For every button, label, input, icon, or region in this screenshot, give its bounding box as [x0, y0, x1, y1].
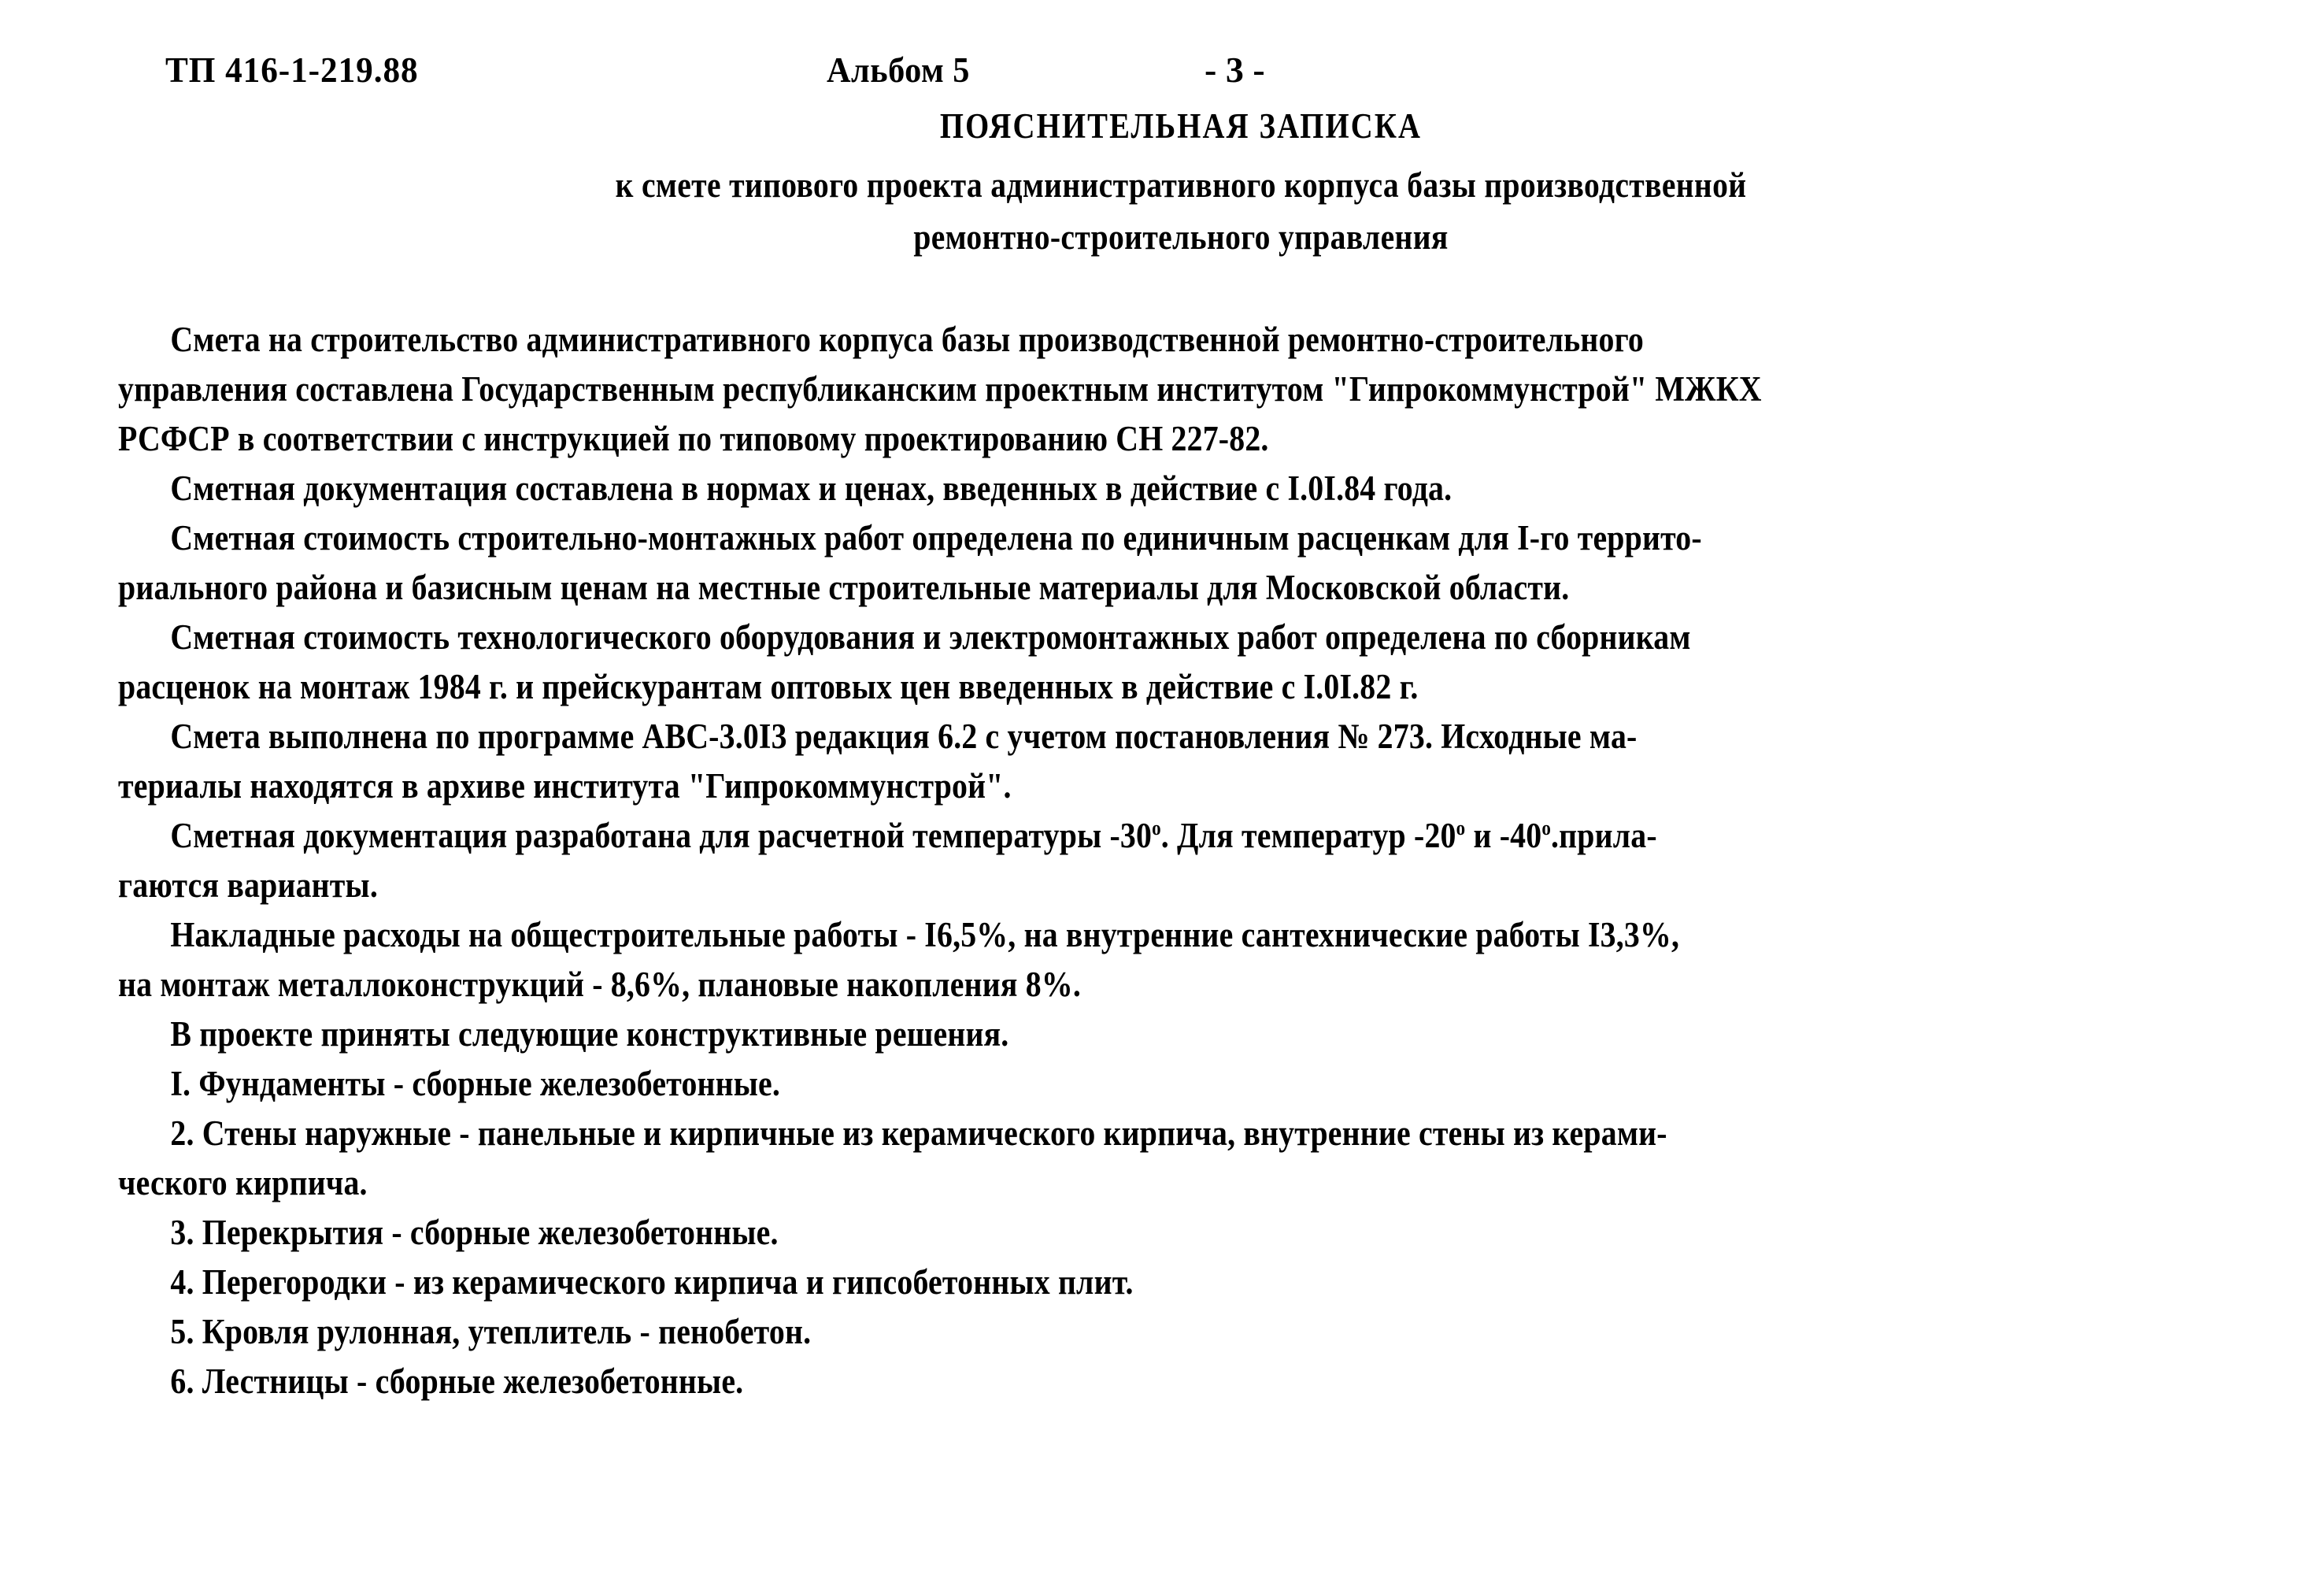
- text-part: и -40: [1465, 816, 1542, 855]
- title-block: [118, 106, 2244, 261]
- paragraph-solutions-intro: [118, 1010, 2243, 1059]
- line: В проекте приняты следующие конструктивные решения.: [170, 1014, 1009, 1054]
- document-body: [118, 315, 2244, 1406]
- line: 5. Кровля рулонная, утеплитель - пенобетон.: [170, 1312, 812, 1351]
- subtitle-line-2: ремонтно-строительного управления: [913, 217, 1449, 257]
- list-item-stairs: [118, 1357, 2243, 1406]
- line: гаются варианты.: [118, 865, 378, 905]
- line: расценок на монтаж 1984 г. и прейскурантам оптовых цен введенных в действие с I.0I.82 г.: [118, 667, 1419, 706]
- list-item-walls: [118, 1109, 2243, 1208]
- paragraph-design-temperature: [118, 811, 2243, 910]
- text-part: Сметная документация разработана для расчетной температуры -30: [170, 816, 1153, 855]
- line: Смета выполнена по программе АВС-3.0I3 редакция 6.2 с учетом постановления № 273. Исходные ма-: [170, 717, 1638, 756]
- list-item-partitions: [118, 1258, 2243, 1307]
- paragraph-overhead-rates: [118, 910, 2243, 1010]
- list-item-floors: [118, 1208, 2243, 1258]
- album-label: Альбом 5: [827, 50, 970, 90]
- paragraph-norms-and-prices: [118, 464, 2243, 513]
- line: I. Фундаменты - сборные железобетонные.: [170, 1064, 781, 1103]
- page-title: ПОЯСНИТЕЛЬНАЯ ЗАПИСКА: [939, 106, 1423, 146]
- line: на монтаж металлоконструкций - 8,6%, плановые накопления 8%.: [118, 965, 1081, 1004]
- line: Сметная документация составлена в нормах и ценах, введенных в действие с I.0I.84 года.: [170, 469, 1452, 508]
- list-item-foundations: [118, 1059, 2243, 1109]
- degree-symbol: o: [1456, 817, 1466, 839]
- list-item-roof: [118, 1307, 2243, 1357]
- line: Сметная стоимость технологического оборудования и электромонтажных работ определена по сборникам: [170, 617, 1691, 657]
- line: риального района и базисным ценам на местные строительные материалы для Московской области.: [118, 568, 1570, 607]
- line: управления составлена Государственным республиканским проектным институтом "Гипрокоммунстрой" МЖКХ: [118, 369, 1762, 409]
- text-part: . Для температур -20: [1160, 816, 1456, 855]
- line: Сметная стоимость строительно-монтажных работ определена по единичным расценкам для I-го террито-: [170, 518, 1702, 558]
- project-code: ТП 416-1-219.88: [165, 50, 419, 90]
- line: 2. Стены наружные - панельные и кирпичные из керамического кирпича, внутренние стены из керами-: [170, 1113, 1667, 1153]
- subtitle-line-1: к смете типового проекта административного корпуса базы производственной: [615, 165, 1747, 205]
- line: РСФСР в соответствии с инструкцией по типовому проектированию СН 227-82.: [118, 419, 1269, 458]
- paragraph-scope-of-estimate: [118, 315, 2243, 464]
- page-header: [118, 49, 2244, 99]
- line: Смета на строительство административного корпуса базы производственной ремонтно-строительного: [170, 320, 1644, 359]
- line: териалы находятся в архиве института "Гипрокоммунстрой".: [118, 766, 1012, 806]
- degree-symbol: o: [1152, 817, 1161, 839]
- degree-symbol: o: [1541, 817, 1552, 839]
- document-sheet: [118, 0, 2244, 1582]
- line: ческого кирпича.: [118, 1163, 368, 1202]
- line: 3. Перекрытия - сборные железобетонные.: [170, 1213, 779, 1252]
- line: 4. Перегородки - из керамического кирпича и гипсобетонных плит.: [170, 1262, 1134, 1302]
- line: Накладные расходы на общестроительные работы - I6,5%, на внутренние сантехнические работы I3,3%,: [170, 915, 1680, 954]
- paragraph-software-used: [118, 712, 2243, 811]
- text-part: .прила-: [1551, 816, 1657, 855]
- paragraph-construction-cost: [118, 513, 2243, 613]
- line: [118, 811, 2243, 861]
- line: 6. Лестницы - сборные железобетонные.: [170, 1362, 744, 1401]
- paragraph-equipment-cost: [118, 613, 2243, 712]
- page-number: - 3 -: [1205, 50, 1265, 90]
